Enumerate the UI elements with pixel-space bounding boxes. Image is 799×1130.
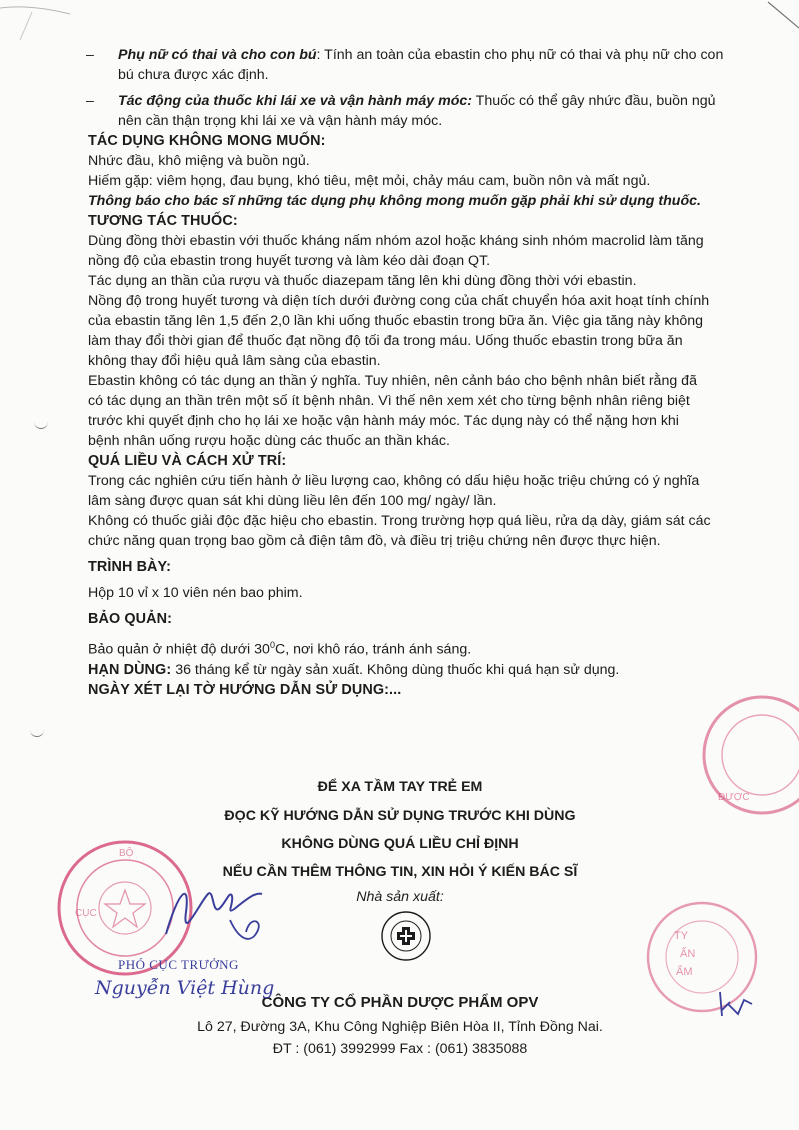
interaction-line: nồng độ của ebastin trong huyết tương và làm kéo dài đoạn QT. [88,253,491,269]
interaction-line: Ebastin không có tác dụng an thần ý nghĩa. Tuy nhiên, nên cảnh báo cho bệnh nhân biết rằng đã [88,373,697,389]
interaction-line: có tác dụng an thần trên một số ít bệnh nhân. Vì thế nên xem xét cho từng bệnh nhân riêng biệt [88,393,690,409]
svg-text:ĐƯỢC: ĐƯỢC [718,792,750,803]
heading-review-date: NGÀY XÉT LẠI TỜ HƯỚNG DẪN SỬ DỤNG:... [88,681,402,698]
overdose-line: Trong các nghiên cứu tiến hành ở liều lượng cao, không có dấu hiệu hoặc triệu chứng có ý nghĩa [88,473,700,489]
overdose-line: Không có thuốc giải độc đặc hiệu cho ebastin. Trong trường hợp quá liều, rửa dạ dày, giám sát các [88,513,711,529]
punch-hole-mark [30,728,44,737]
pregnancy-label: Phụ nữ có thai và cho con bú [118,47,317,63]
driving-text: Thuốc có thể gây nhức đầu, buồn ngủ [472,93,716,109]
manufacturer-logo [380,910,432,962]
pregnancy-text: : Tính an toàn của ebastin cho phụ nữ có thai và phụ nữ cho con [316,47,724,63]
svg-text:ẨM: ẨM [676,966,693,978]
svg-text:ẤN: ẤN [680,948,696,960]
leaflet-body [88,45,760,700]
initial-mark [716,990,756,1020]
warning-4: NẾU CẦN THÊM THÔNG TIN, XIN HỎI Ý KIẾN BÁC SĨ [222,864,578,880]
heading-overdose: QUÁ LIỀU VÀ CÁCH XỬ TRÍ: [88,453,287,469]
side-effects-rare: Hiếm gặp: viêm họng, đau bụng, khó tiêu, mệt mỏi, chảy máu cam, buồn nôn và mất ngủ. [88,173,651,189]
driving-label: Tác động của thuốc khi lái xe và vận hành máy móc: [118,93,472,109]
storage-text: Bảo quản ở nhiệt độ dưới $30^0C$, nơi khô ráo, tránh ánh sáng. [88,640,472,658]
partial-stamp-upper [700,690,799,820]
side-effects-common: Nhức đầu, khô miệng và buồn ngủ. [88,153,310,169]
interaction-line: làm thay đổi thời gian để thuốc đạt nồng độ tối đa trong máu. Uống thuốc ebastin trong bữa ăn [88,333,683,349]
signer-title: PHÓ CỤC TRƯỞNG [118,957,239,972]
presentation-text: Hộp 10 vỉ x 10 viên nén bao phim. [88,585,303,601]
signature [160,872,280,952]
punch-hole-mark [34,420,48,429]
pregnancy-text-cont: bú chưa được xác định. [118,67,269,83]
interaction-line: trước khi quyết định cho họ lái xe hoặc vận hành máy móc. Tác dụng này có thể nặng hơn khi [88,413,679,429]
svg-text:BỘ: BỘ [119,848,134,859]
heading-presentation: TRÌNH BÀY: [88,559,172,575]
warning-3: KHÔNG DÙNG QUÁ LIỀU CHỈ ĐỊNH [281,836,519,852]
expiry-line [88,660,760,680]
heading-side-effects: TÁC DỤNG KHÔNG MONG MUỐN: [88,133,326,149]
warning-1: ĐỂ XA TẦM TAY TRẺ EM [317,779,483,795]
svg-text:CỤC: CỤC [75,908,97,919]
interaction-line: Tác dụng an thần của rượu và thuốc diazepam tăng lên khi dùng đồng thời với ebastin. [88,273,637,289]
expiry-text: 36 tháng kể từ ngày sản xuất. Không dùng thuốc khi quá hạn sử dụng. [171,661,620,678]
manufacturer-name: CÔNG TY CỔ PHẦN DƯỢC PHẨM OPV [261,994,539,1011]
interaction-line: của ebastin tăng lên 1,5 đến 2,0 lần khi uống thuốc ebastin trong bữa ăn. Việc gia tăng này không [88,313,704,329]
interaction-line: bệnh nhân uống rượu hoặc dùng các thuốc an thần khác. [88,433,450,449]
heading-interactions: TƯƠNG TÁC THUỐC: [88,213,238,229]
manufacturer-phone: ĐT : (061) 3992999 Fax : (061) 3835088 [272,1041,528,1057]
svg-text:TY: TY [674,930,689,942]
bullet-driving: – Tác động của thuốc khi lái xe và vận hành máy móc: Thuốc có thể gây nhức đầu, buồn ngủ [86,93,716,109]
interaction-line: Dùng đồng thời ebastin với thuốc kháng nấm nhóm azol hoặc kháng sinh nhóm macrolid làm tăng [88,233,704,249]
manufacturer-label: Nhà sản xuất: [356,889,444,905]
heading-storage: BẢO QUẢN: [88,611,173,627]
driving-text-cont: nên cần thận trọng khi lái xe và vận hành máy móc. [118,113,443,129]
heading-expiry: HẠN DÙNG: [88,661,172,678]
bullet-pregnancy: – Phụ nữ có thai và cho con bú: Tính an toàn của ebastin cho phụ nữ có thai và phụ nữ cho con [86,47,724,63]
overdose-line: lâm sàng được quan sát khi dùng liều lên đến 100 mg/ ngày/ lần. [88,493,497,509]
warning-2: ĐỌC KỸ HƯỚNG DẪN SỬ DỤNG TRƯỚC KHI DÙNG [224,808,576,824]
manufacturer-address: Lô 27, Đường 3A, Khu Công Nghiệp Biên Hòa II, Tỉnh Đồng Nai. [197,1019,603,1035]
interaction-line: Nồng độ trong huyết tương và diện tích dưới đường cong của chất chuyển hóa axit hoạt tính chính [88,293,710,309]
signer-name: Nguyễn Việt Hùng [95,977,275,999]
interaction-line: không thay đổi hiệu quả lâm sàng của ebastin. [88,353,381,369]
side-effects-notice: Thông báo cho bác sĩ những tác dụng phụ không mong muốn gặp phải khi sử dụng thuốc. [88,193,701,209]
overdose-line: chức năng quan trọng bao gồm cả điện tâm đồ, và điều trị triệu chứng nên được thực hiện. [88,533,661,549]
